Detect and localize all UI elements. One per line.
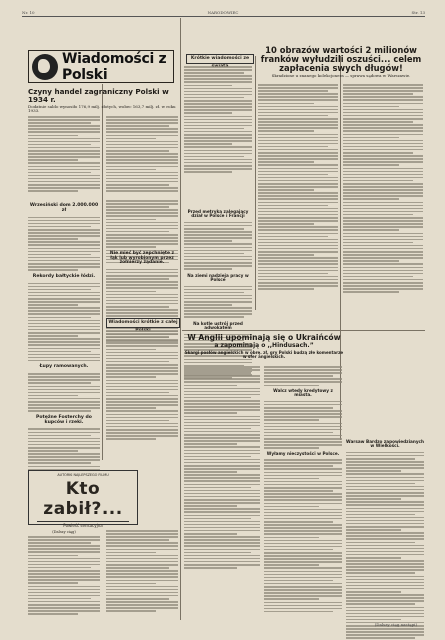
page-number-right: Str. 13 [411,10,425,15]
article-body-col1a [28,116,100,192]
serial-continuation: (Dalszy ciąg) [52,530,76,534]
section-logo [28,50,174,83]
headline-col3-3: Na kotle ustrój przed adwokatem [193,320,243,331]
article-body-col4a [258,84,338,290]
article-body-col2b [106,330,178,440]
newspaper-name: NARODOWIEC [207,10,239,15]
article-col1-2 [28,204,100,510]
lead-headline: Czyny handel zagraniczny Polski w 1934 r. [28,87,169,104]
lead-article [28,88,178,117]
column-rule [180,18,181,620]
headline-col6-1: Warsaw Bardzo zapowiedzianych w Wielkości. [346,439,425,449]
headline-col5-1: Walcz wtedy kredytowy z miasta. [273,388,333,398]
article-body-col4b [343,84,423,293]
right-headline: 10 obrazów wartości 2 milionów franków wyłudzili oszuści... celem zapłacenia swych długów! [260,45,422,73]
headline-col1-5: Potężne Fosterchy do kupców i rzeki. [36,414,92,425]
article-body-col5a [184,366,260,569]
serial-text-col1 [28,530,100,615]
serial-title: Kto zabił?... [43,479,123,519]
headline-col1-2: Wrzesiński dom 2.000.000 zł [29,203,99,213]
wide-deck: Skargi posłów angielskich w obrę. zł. gry Polski budzą złe komentarze w sfer angielskich. [184,350,344,360]
article-body-col3a [184,66,252,173]
headline-col1-3: Rekordy bałtyckie łódzi. [32,273,96,279]
headline-col3-1: Przed metryką zalegający dział w Polsce i Francji [187,209,249,219]
box-short-poland-news: Wiadomości krótkie z całej [106,318,180,328]
wide-subheadline: a zapominają o ,,Hindusach.” [214,341,314,349]
globe-icon [32,54,58,80]
page-number-left: Nr. 10 [22,10,35,15]
column-rule [102,84,103,460]
wide-headline: W Anglii upominają się o Ukraińców [187,333,341,342]
headline-col2-2: Nie mieć być zepchnięte z łąk lub wyrobionym przez żołnierzy żądanie. [109,251,175,266]
column-rule [255,56,256,310]
headline-col5-2: Wyłamy nieczystości w Polsce. [266,450,340,456]
footer-note: (Dalszy ciąg nastąpi) [374,622,417,627]
serial-novel-box [28,470,138,528]
section-title: Wiadomości z Polski [62,50,167,83]
serial-kicker: AUTORKI NAJLEPSZEGO FILMU [57,473,109,477]
box-short-world-news: Krótkie wiadomości ze [186,54,254,64]
headline-col3-2: Na ziemi nadzieja pracy w Polsce [187,272,249,283]
serial-subtitle: Powieść sensacyjna [37,521,129,528]
article-body-col1b [106,116,178,192]
right-intro: Skradzione u znanego kolekcjonera — sprawa sądowa w Warszawie. [271,73,411,79]
page-header [22,9,425,17]
right-top-article [258,46,424,79]
headline-col1-4: Łupy ramowanych. [39,364,89,370]
article-col5b [264,366,342,612]
lead-subhead: Dodatnie saldo wynosiło 176,9 milj. złotych, wobec 163,7 milj. zł. w roku 1933. [28,104,176,114]
serial-text-col2 [106,530,178,612]
wide-article [184,334,344,360]
article-col6 [346,440,424,640]
